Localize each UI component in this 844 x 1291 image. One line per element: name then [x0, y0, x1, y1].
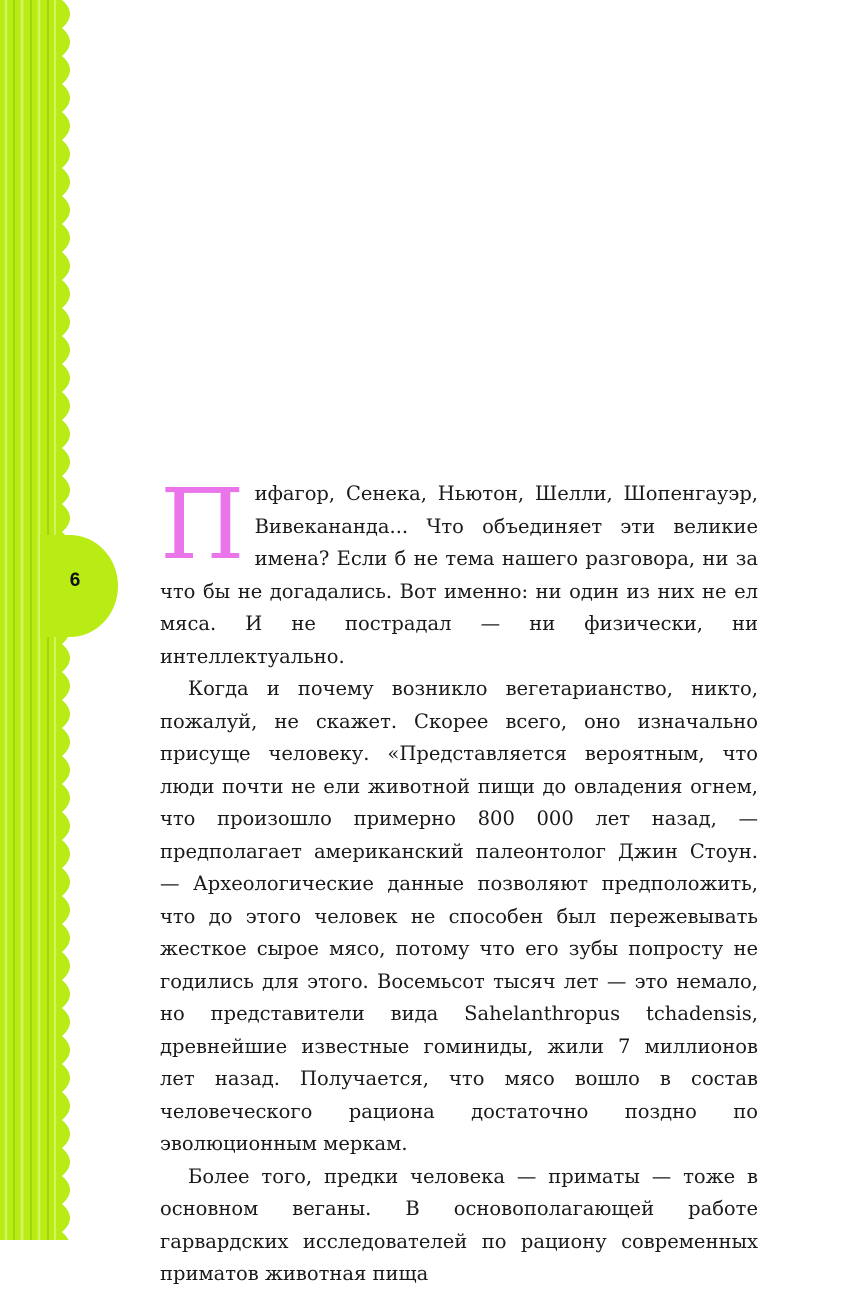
article-body: [160, 468, 758, 1291]
paragraph-1-text: ифагор, Сенека, Ньютон, Шелли, Шопенгауэр, Вивекананда... Что объединяет эти великие имена? Если б не тема нашего разговора, ни за что бы не догадались. Вот именно: ни один из них не ел мяса. И не пострадал — ни физически, ни интеллектуально.: [160, 482, 758, 668]
page-number: 6: [69, 570, 81, 591]
paragraph-1: [160, 468, 758, 673]
paragraph-2: Когда и почему возникло вегетарианство, никто, пожалуй, не скажет. Скорее всего, оно изначально присуще человеку. «Представляется вероятным, что люди почти не ели животной пищи до овладения огнем, что произошло примерно 800 000 лет назад, — предполагает американский палеонтолог Джин Стоун. — Археологические данные позволяют предположить, что до этого человек не способен был пережевывать жесткое сырое мясо, потому что его зубы попросту не годились для этого. Восемьсот тысяч лет — это немало, но представители вида Sahelanthropus tchadensis, древнейшие известные гоминиды, жили 7 миллионов лет назад. Получается, что мясо вошло в состав человеческого рациона достаточно поздно по эволюционным меркам.: [160, 677, 758, 1155]
paragraph-3: Более того, предки человека — приматы — тоже в основном веганы. В основополагающей работе гарвардских исследователей по рациону современных приматов животная пища: [160, 1164, 758, 1285]
drop-cap-letter: П: [160, 468, 245, 581]
